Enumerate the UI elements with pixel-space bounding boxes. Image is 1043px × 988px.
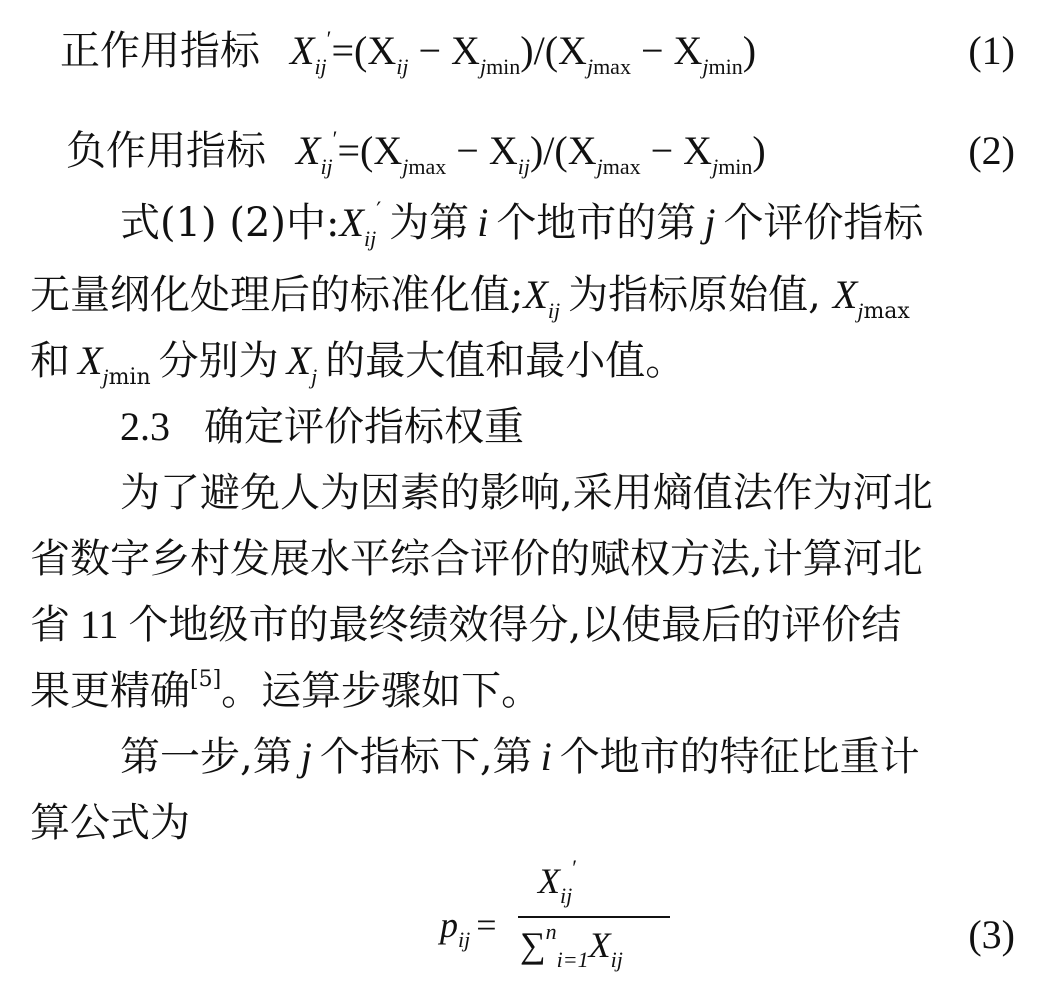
para3-l1-i: i — [540, 734, 552, 779]
para1-l2-sub: ij — [547, 298, 561, 323]
para3-l1-j: j — [300, 734, 312, 779]
eq2-mid3: − X — [640, 128, 713, 173]
para1-l3-sub2: j — [311, 364, 318, 389]
para1-l3-subb: min — [108, 365, 151, 390]
eq1-mid1: − X — [408, 28, 480, 73]
citation-ref: [5] — [190, 667, 222, 692]
eq1-sub2b: min — [486, 54, 521, 79]
para1-line1 — [120, 190, 923, 256]
para3-l2: 算公式为 — [30, 800, 190, 846]
eq1-lhs-var: X — [290, 28, 315, 73]
para2-l3-b: 个地级市的最终绩效得分,以使最后的评价结 — [128, 602, 902, 648]
para1-l2-b: 为指标原始值, — [568, 272, 821, 318]
para3-line2 — [30, 790, 190, 856]
eq2-lhs-sub: ij — [320, 154, 333, 179]
sum-symbol: ∑ — [520, 925, 546, 965]
eq3-den-xsub: ij — [610, 947, 623, 972]
equation-1-label: 正作用指标 — [60, 28, 260, 74]
equation-1-number: (1) — [968, 28, 1015, 73]
eq1-sub4b: min — [708, 54, 743, 79]
para1-l3-sub: j — [102, 364, 109, 389]
para1-l3-c: 的最大值和最小值。 — [325, 338, 686, 384]
para3-l1-c: 个地市的特征比重计 — [559, 734, 920, 780]
eq1-sub3b: max — [593, 54, 631, 79]
para1-line3 — [30, 328, 685, 394]
eq3-lhs-sub: ij — [458, 927, 471, 952]
eq2-sub1b: max — [408, 154, 447, 179]
eq3-equals: = — [476, 905, 497, 945]
para2-line1 — [120, 460, 933, 526]
para1-l1-b: 为第 — [389, 200, 470, 246]
eq1-rhs-open: =(X — [331, 28, 397, 73]
para1-l2-x2: X — [832, 272, 858, 317]
para1-l3-x2: X — [286, 338, 312, 383]
eq2-sub1: j — [402, 154, 409, 179]
para2-line4 — [30, 658, 541, 724]
para3-l1-b: 个指标下,第 — [319, 734, 533, 780]
eq2-end: ) — [752, 128, 766, 173]
equation-1-formula — [290, 26, 757, 79]
para1-l2-x: X — [523, 272, 548, 317]
eq1-sub2: j — [479, 54, 487, 79]
para2-l2: 省数字乡村发展水平综合评价的赋权方法,计算河北 — [30, 536, 923, 582]
para2-l4-b: 。运算步骤如下。 — [221, 668, 542, 714]
eq3-lhs-var: p — [440, 905, 458, 945]
para2-l3-num: 11 — [80, 602, 119, 647]
eq2-mid2: )/(X — [529, 128, 597, 173]
eq2-lhs-var: X — [296, 128, 321, 173]
para3-line1 — [120, 724, 920, 790]
eq3-num-x: X — [538, 861, 560, 901]
eq3-den-sup: n — [545, 919, 557, 944]
equation-2 — [66, 118, 1043, 184]
eq2-sub4b: min — [718, 154, 753, 179]
eq2-mid1: − X — [446, 128, 518, 173]
equation-3-number: (3) — [968, 912, 1015, 957]
para1-l2-sub2: j — [857, 298, 864, 323]
eq3-den-x: X — [588, 925, 611, 965]
eq1-mid2: )/(X — [520, 28, 587, 73]
para1-l3-b: 分别为 — [158, 338, 279, 384]
eq3-num-prime: ′ — [572, 855, 578, 880]
eq2-sub2: ij — [517, 154, 530, 179]
equation-3-number-row — [0, 902, 1043, 968]
para1-l1-j: j — [704, 200, 716, 245]
para2-line3 — [30, 592, 901, 658]
para1-l2-sub2b: max — [863, 299, 910, 324]
eq1-mid3: − X — [630, 28, 703, 73]
equation-2-number: (2) — [968, 128, 1015, 173]
para1-l2-a: 无量纲化处理后的标准化值; — [30, 272, 524, 318]
eq1-sub4: j — [702, 54, 709, 79]
para1-line2 — [30, 262, 910, 328]
eq1-lhs-prime: ′ — [326, 26, 332, 51]
para1-l1-i: i — [477, 200, 489, 245]
eq1-end: ) — [742, 28, 757, 73]
section-number: 2.3 — [120, 404, 170, 449]
para3-l1-a: 第一步,第 — [120, 734, 293, 780]
para2-l4-a: 果更精确 — [30, 668, 190, 714]
para2-l3-a: 省 — [30, 602, 70, 648]
eq2-sub4: j — [712, 154, 719, 179]
equation-2-label: 负作用指标 — [66, 128, 266, 174]
section-title: 确定评价指标权重 — [204, 404, 524, 450]
eq2-sub3b: max — [602, 154, 641, 179]
para1-l1-d: 个评价指标 — [723, 200, 924, 246]
eq1-sub1: ij — [396, 54, 409, 79]
equation-1 — [60, 18, 1043, 84]
para2-line2 — [30, 526, 923, 592]
para1-l1-c: 个地市的第 — [496, 200, 697, 246]
eq3-den-sub: i=1 — [556, 947, 589, 972]
eq2-lhs-prime: ′ — [332, 126, 338, 151]
para1-l3-a: 和 — [30, 338, 70, 384]
para1-l1-x: X — [339, 200, 364, 245]
eq2-rhs-open: =(X — [337, 128, 403, 173]
para1-l1-sub: ij — [363, 226, 377, 251]
para1-l3-x: X — [78, 338, 103, 383]
para1-l1-a: 式(1) (2)中: — [120, 200, 340, 246]
para1-l1-prime: ′ — [376, 199, 382, 224]
eq1-sub3: j — [586, 54, 594, 79]
equation-2-formula — [296, 126, 766, 179]
eq1-lhs-sub: ij — [314, 54, 327, 79]
section-heading — [120, 394, 524, 460]
para2-l1: 为了避免人为因素的影响,采用熵值法作为河北 — [120, 470, 933, 516]
eq3-numerator — [538, 855, 578, 908]
eq2-sub3: j — [596, 154, 603, 179]
eq3-num-sub: ij — [560, 883, 573, 908]
